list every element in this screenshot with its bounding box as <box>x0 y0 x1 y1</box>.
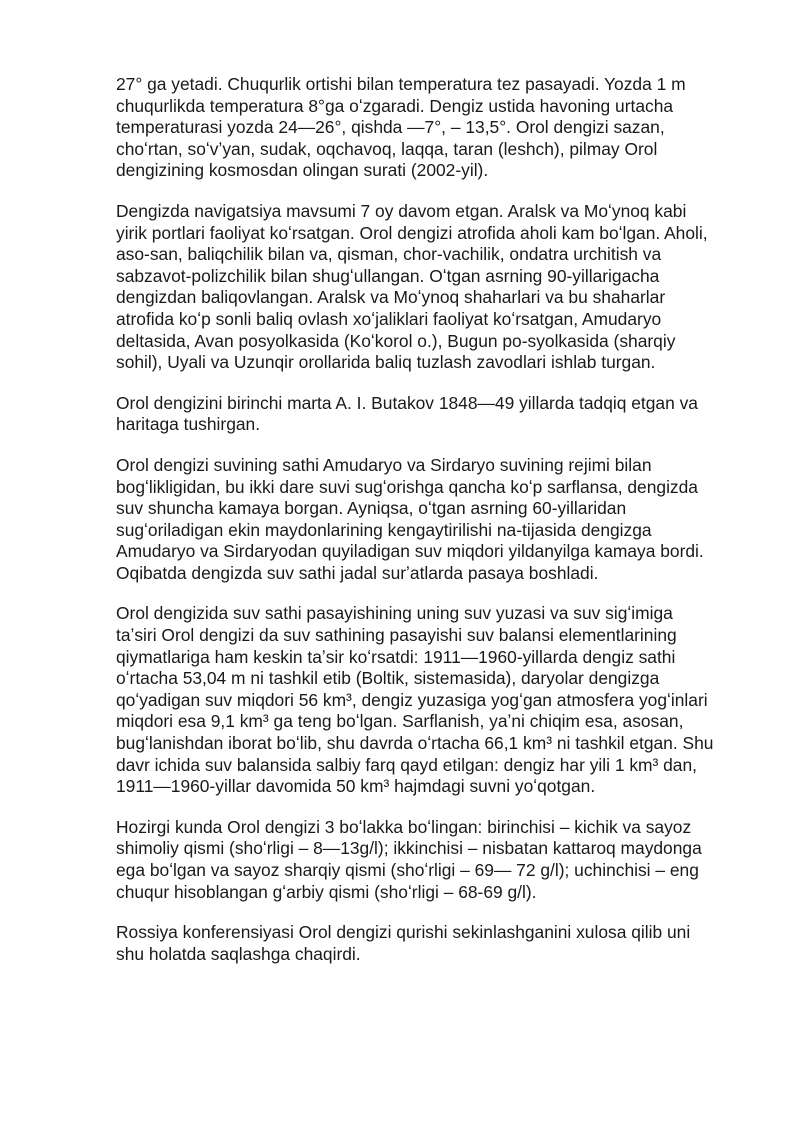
document-page <box>116 74 716 984</box>
paragraph-navigation: Dengizda navigatsiya mavsumi 7 oy davom etgan. Aralsk va Moʻynoq kabi yirik portlari faoliyat koʻrsatgan. Orol dengizi atrofida aholi kam boʻlgan. Aholi, aso-san, baliqchilik bilan va, qisman, chor-vachilik, ondatra urchitish va sabzavot-polizchilik bilan shugʻullangan. Oʻtgan asrning 90-yillarigacha dengizdan baliqovlangan. Aralsk va Moʻynoq shaharlari va bu shaharlar atrofida koʻp sonli baliq ovlash xoʻjaliklari faoliyat koʻrsatgan, Amudaryo deltasida, Avan posyolkasida (Koʻkorol o.), Bugun po-syolkasida (sharqiy sohil), Uyali va Uzunqir orollarida baliq tuzlash zavodlari ishlab turgan. <box>116 200 708 373</box>
paragraph-butakov: Orol dengizini birinchi marta A. I. Butakov 1848—49 yillarda tadqiq etgan va haritaga tushirgan. <box>116 392 698 435</box>
paragraph-water-balance: Orol dengizida suv sathi pasayishining uning suv yuzasi va suv sigʻimiga taʼsiri Orol dengizi da suv sathining pasayishi suv balansi elementlarining qiymatlariga ham keskin taʼsir koʻrsatdi: 1911—1960-yillarda dengiz sathi oʻrtacha 53,04 m ni tashkil etib (Boltik, sistemasida), daryolar dengizga qoʻyadigan suv miqdori 56 km³, dengiz yuzasiga yogʻgan atmosfera yogʻinlari miqdori esa 9,1 km³ ga teng boʻlgan. Sarflanish, yaʼni chiqim esa, asosan, bugʻlanishdan iborat boʻlib, shu davrda oʻrtacha 66,1 km³ ni tashkil etgan. Shu davr ichida suv balansida salbiy farq qayd etilgan: dengiz har yili 1 km³ dan, 1911—1960-yillar davomida 50 km³ hajmdagi suvni yoʻqotgan. <box>116 603 714 797</box>
paragraph-conference: Rossiya konferensiyasi Orol dengizi qurishi sekinlashganini xulosa qilib uni shu holatda saqlashga chaqirdi. <box>116 922 691 964</box>
paragraph-temperature: 27° ga yetadi. Chuqurlik ortishi bilan temperatura tez pasayadi. Yozda 1 m chuqurlikda temperatura 8°ga oʻzgaradi. Dengiz ustida havoning urtacha temperaturasi yozda 24—26°, qishda —7°, – 13,5°. Orol dengizi sazan, choʻrtan, soʻvʼyan, sudak, oqchavoq, laqqa, taran (leshch), pilmay Orol dengizining kosmosdan olingan surati (2002-yil). <box>116 74 686 181</box>
paragraph-three-parts: Hozirgi kunda Orol dengizi 3 boʻlakka boʻlingan: birinchisi – kichik va sayoz shimoliy qismi (shoʻrligi – 8—13g/l); ikkinchisi – nisbatan kattaroq maydonga ega boʻlgan va sayoz sharqiy qismi (shoʻrligi – 69— 72 g/l); uchinchisi – eng chuqur hisoblangan gʻarbiy qismi (shoʻrligi – 68-69 g/l). <box>116 816 702 902</box>
paragraph-water-level: Orol dengizi suvining sathi Amudaryo va Sirdaryo suvining rejimi bilan bogʻlikligidan, bu ikki dare suvi sugʻorishga qancha koʻp sarflansa, dengizda suv shuncha kamaya borgan. Ayniqsa, oʻtgan asrning 60-yillaridan sugʻoriladigan ekin maydonlarining kengaytirilishi na-tijasida dengizga Amudaryo va Sirdaryodan quyiladigan suv miqdori yildanyilga kamaya bordi. Oqibatda dengizda suv sathi jadal surʼatlarda pasaya boshladi. <box>116 454 704 583</box>
